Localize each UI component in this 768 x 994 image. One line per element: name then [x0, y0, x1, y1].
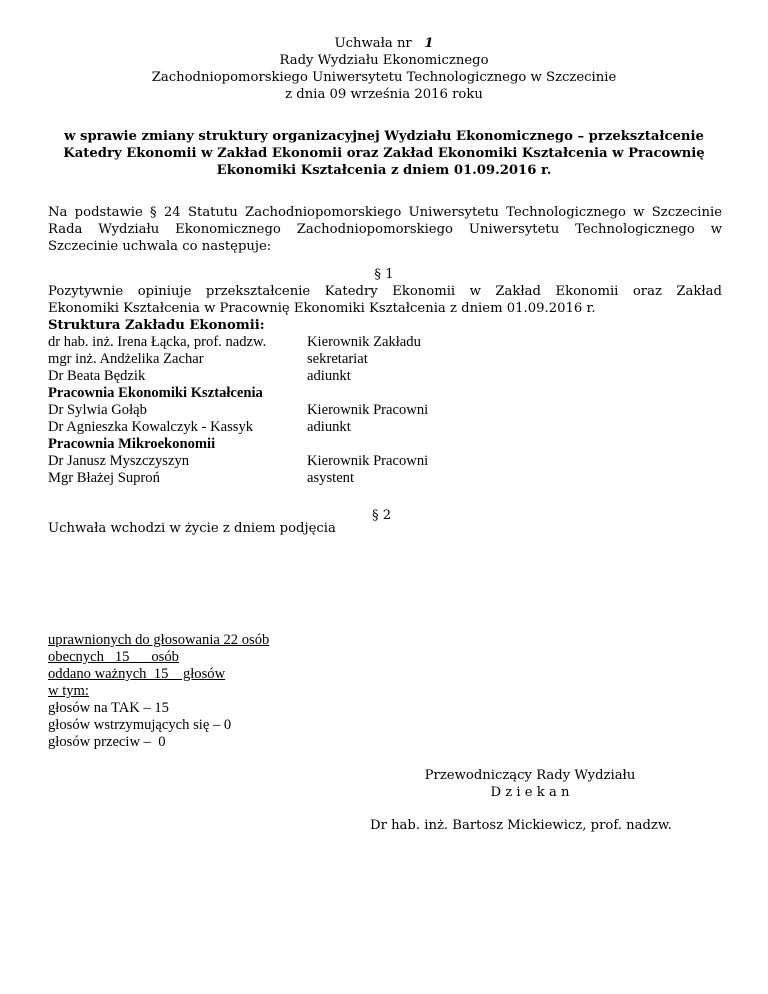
staff-name: Dr Janusz Myszczyszyn	[48, 453, 190, 469]
staff-role: asystent	[307, 470, 355, 486]
resolution-date: z dnia 09 września 2016 roku	[285, 87, 483, 102]
staff-name: mgr inż. Andżelika Zachar	[48, 351, 204, 367]
staff-name: Dr Sylwia Gołąb	[48, 402, 147, 418]
vote-against: głosów przeciw – 0	[48, 734, 166, 750]
subject-line-2: Katedry Ekonomii w Zakład Ekonomii oraz Zakład Ekonomiki Kształcenia w Pracownię	[63, 146, 705, 161]
preamble-line-1: Na podstawie § 24 Statutu Zachodniopomorskiego Uniwersytetu Technologicznego w Szczecinie	[48, 205, 722, 220]
vote-eligible: uprawnionych do głosowania 22 osób	[48, 632, 270, 648]
resolution-title	[0, 36, 768, 51]
section-2-text: Uchwała wchodzi w życie z dniem podjęcia	[48, 521, 336, 536]
section-1-line-1: Pozytywnie opiniuje przekształcenie Katedry Ekonomii w Zakład Ekonomii oraz Zakład	[48, 284, 722, 299]
unit-title-pracownia-ekonomiki: Pracownia Ekonomiki Kształcenia	[48, 385, 263, 401]
signature-name: Dr hab. inż. Bartosz Mickiewicz, prof. nadzw.	[370, 818, 672, 833]
vote-including: w tym:	[48, 683, 89, 699]
staff-role: adiunkt	[307, 419, 351, 435]
signature-role: Przewodniczący Rady Wydziału	[424, 768, 636, 783]
subject-line-1: w sprawie zmiany struktury organizacyjnej Wydziału Ekonomicznego – przekształcenie	[64, 129, 704, 144]
section-1-line-2: Ekonomiki Kształcenia w Pracownię Ekonomiki Kształcenia z dniem 01.09.2016 r.	[48, 301, 596, 316]
unit-title-pracownia-mikroekonomii: Pracownia Mikroekonomii	[48, 436, 216, 452]
title-prefix: Uchwała nr	[334, 36, 412, 51]
vote-present: obecnych 15 osób	[48, 649, 179, 665]
staff-name: Dr Agnieszka Kowalczyk - Kassyk	[48, 419, 254, 435]
signature-dean: D z i e k a n	[490, 785, 570, 800]
section-1-heading: § 1	[374, 267, 394, 282]
staff-name: Dr Beata Będzik	[48, 368, 146, 384]
resolution-number: 1	[424, 36, 434, 51]
vote-yes: głosów na TAK – 15	[48, 700, 169, 716]
staff-role: adiunkt	[307, 368, 351, 384]
vote-abstain: głosów wstrzymujących się – 0	[48, 717, 232, 733]
staff-name: dr hab. inż. Irena Łącka, prof. nadzw.	[48, 334, 267, 350]
staff-role: Kierownik Pracowni	[307, 453, 429, 469]
staff-role: Kierownik Pracowni	[307, 402, 429, 418]
structure-title: Struktura Zakładu Ekonomii:	[48, 318, 265, 333]
preamble-line-3: Szczecinie uchwala co następuje:	[48, 239, 272, 254]
preamble-line-2: Rada Wydziału Ekonomicznego Zachodniopomorskiego Uniwersytetu Technologicznego w	[48, 222, 722, 237]
university-name: Zachodniopomorskiego Uniwersytetu Technologicznego w Szczecinie	[151, 70, 617, 85]
staff-name: Mgr Błażej Suproń	[48, 470, 160, 486]
section-2-heading: § 2	[372, 508, 392, 523]
staff-role: Kierownik Zakładu	[307, 334, 421, 350]
staff-role: sekretariat	[307, 351, 368, 367]
subject-line-3: Ekonomiki Kształcenia z dniem 01.09.2016 r.	[216, 163, 552, 178]
council-name: Rady Wydziału Ekonomicznego	[279, 53, 489, 68]
vote-valid: oddano ważnych 15 głosów	[48, 666, 226, 682]
